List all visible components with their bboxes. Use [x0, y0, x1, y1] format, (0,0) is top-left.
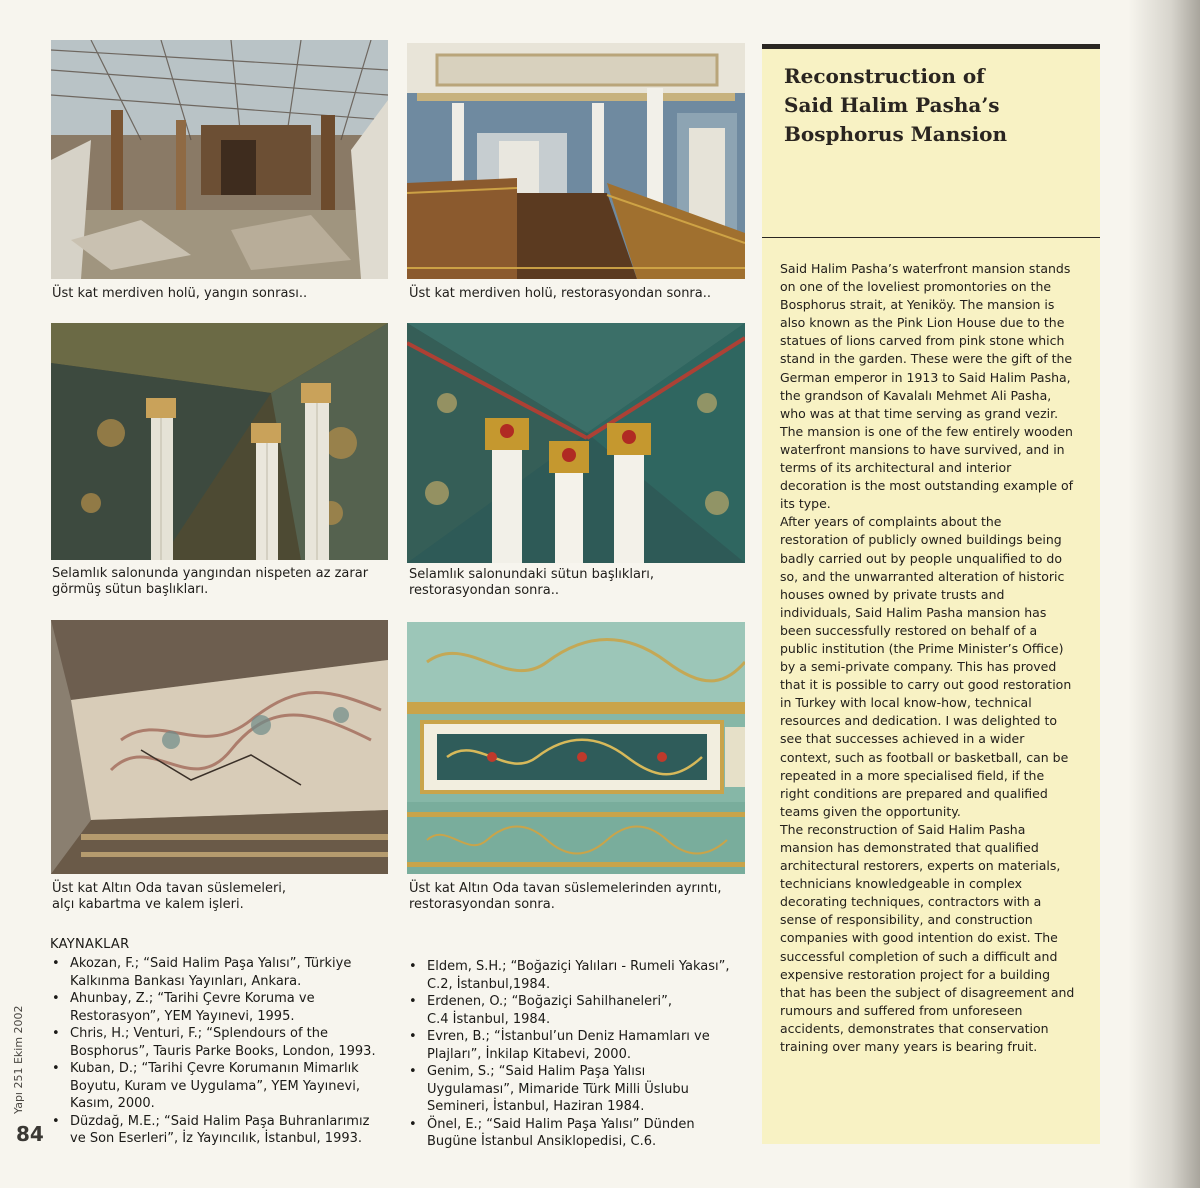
- body-line: technicians knowledgeable in complex: [780, 876, 1023, 892]
- reference-line: • Erdenen, O.; “Boğaziçi Sahilhaneleri”,: [427, 994, 672, 1009]
- body-line: who was at that time serving as grand vezir.: [780, 405, 1059, 421]
- body-line: expensive restoration project for a building: [780, 966, 1051, 982]
- article-title: [784, 62, 1084, 149]
- body-line: successful completion of such a difficult and: [780, 948, 1058, 964]
- caption-photo-4: [409, 567, 654, 599]
- reference-line: C.4 İstanbul, 1984.: [427, 1011, 551, 1027]
- reference-line: Restorasyon”, YEM Yayınevi, 1995.: [70, 1008, 295, 1024]
- reference-line: • Kuban, D.; “Tarihi Çevre Korumanın Mimarlık: [70, 1061, 359, 1076]
- reference-item: [52, 1113, 392, 1148]
- body-line: restoration of publicly owned buildings being: [780, 532, 1062, 548]
- reference-item: [52, 1060, 392, 1113]
- caption-line: alçı kabartma ve kalem işleri.: [52, 897, 244, 912]
- issue-label: Yapı 251 Ekim 2002: [12, 1005, 25, 1114]
- body-line: training over many years is bearing fruit.: [780, 1039, 1038, 1055]
- body-line: also known as the Pink Lion House due to the: [780, 315, 1065, 331]
- body-line: The mansion is one of the few entirely wooden: [780, 423, 1073, 439]
- photo-golden-room-ceiling: [51, 620, 388, 874]
- title-line: Bosphorus Mansion: [784, 122, 1008, 146]
- body-line: that it is possible to carry out good restoration: [780, 677, 1072, 693]
- article-body: [780, 260, 1084, 1056]
- english-summary-panel: [762, 44, 1100, 1144]
- reference-item: [409, 1063, 754, 1116]
- body-line: Said Halim Pasha’s waterfront mansion stands: [780, 261, 1071, 276]
- body-line: public institution (the Prime Minister’s Office): [780, 640, 1064, 656]
- reference-line: Plajları”, İnkilap Kitabevi, 2000.: [427, 1046, 631, 1062]
- body-line: been successfully restored on behalf of a: [780, 622, 1038, 638]
- reference-item: [52, 1025, 392, 1060]
- body-line: German emperor in 1913 to Said Halim Pasha,: [780, 369, 1071, 385]
- reference-line: • Evren, B.; “İstanbul’un Deniz Hamamları ve: [427, 1029, 710, 1044]
- reference-item: [52, 990, 392, 1025]
- reference-line: Bosphorus”, Tauris Parke Books, London, 1993.: [70, 1043, 376, 1059]
- reference-line: Boyutu, Kuram ve Uygulama”, YEM Yayınevi,: [70, 1078, 360, 1094]
- photo-golden-room-detail-restored: [407, 622, 745, 874]
- body-line: the grandson of Kavalalı Mehmet Ali Pasha,: [780, 387, 1052, 403]
- caption-line: Üst kat Altın Oda tavan süslemeleri,: [52, 881, 287, 896]
- caption-line: Selamlık salonundaki sütun başlıkları,: [409, 567, 655, 582]
- reference-line: Semineri, İstanbul, Haziran 1984.: [427, 1099, 645, 1114]
- body-line: on one of the loveliest promontories on the: [780, 279, 1052, 295]
- references-heading: KAYNAKLAR: [50, 937, 130, 952]
- caption-line: Üst kat merdiven holü, yangın sonrası..: [52, 286, 308, 301]
- body-line: mansion has demonstrated that qualified: [780, 840, 1039, 855]
- reference-line: • Genim, S.; “Said Halim Paşa Yalısı: [427, 1064, 646, 1079]
- reference-item: [52, 955, 392, 990]
- body-line: After years of complaints about the: [780, 514, 1002, 530]
- reference-line: • Eldem, S.H.; “Boğaziçi Yalıları - Rumeli Yakası”,: [427, 959, 730, 974]
- body-line: so, and the unwarranted alteration of historic: [780, 568, 1065, 584]
- body-line: rumours and suffered from unforeseen: [780, 1002, 1023, 1018]
- title-line: Said Halim Pasha’s: [784, 93, 1000, 117]
- page-gutter-shadow: [1128, 0, 1200, 1188]
- caption-photo-3: [52, 566, 368, 598]
- reference-item: [409, 1028, 754, 1063]
- body-line: terms of its architectural and interior: [780, 460, 1012, 476]
- reference-item: [409, 958, 754, 993]
- body-line: accidents, demonstrates that conservation: [780, 1020, 1049, 1036]
- reference-item: [409, 993, 754, 1028]
- panel-divider: [762, 237, 1100, 238]
- body-line: repeated in a more specialised field, if the: [780, 767, 1045, 783]
- body-line: decoration is the most outstanding example of: [780, 478, 1074, 494]
- references-list-right: [409, 958, 754, 1151]
- body-line: by a semi-private company. This has proved: [780, 659, 1057, 675]
- page-number: 84: [16, 1122, 44, 1146]
- body-line: Bosphorus strait, at Yeniköy. The mansion is: [780, 297, 1055, 313]
- body-line: stand in the garden. These were the gift of the: [780, 351, 1073, 367]
- caption-line: Üst kat merdiven holü, restorasyondan sonra..: [409, 286, 712, 301]
- title-line: Reconstruction of: [784, 64, 985, 88]
- body-line: decorating techniques, contractors with a: [780, 894, 1042, 910]
- reference-line: • Akozan, F.; “Said Halim Paşa Yalısı”, Türkiye: [70, 956, 352, 971]
- photo-stair-hall-restored: [407, 43, 745, 279]
- body-line: houses owned by private trusts and: [780, 586, 1005, 602]
- reference-line: Kasım, 2000.: [70, 1096, 155, 1111]
- caption-photo-1: [52, 286, 307, 302]
- caption-photo-6: [409, 881, 721, 913]
- caption-line: restorasyondan sonra.: [409, 897, 555, 912]
- caption-photo-5: [52, 881, 286, 913]
- reference-line: Uygulaması”, Mimaride Türk Milli Üslubu: [427, 1081, 689, 1097]
- reference-line: Kalkınma Bankası Yayınları, Ankara.: [70, 973, 302, 989]
- body-line: resources and dedication. I was delighted to: [780, 713, 1058, 729]
- reference-line: • Chris, H.; Venturi, F.; “Splendours of the: [70, 1026, 328, 1041]
- photo-stair-hall-after-fire: [51, 40, 388, 279]
- body-line: The reconstruction of Said Halim Pasha: [780, 821, 1026, 837]
- body-line: its type.: [780, 496, 831, 512]
- photo-column-capitals-damaged: [51, 323, 388, 560]
- photo-column-capitals-restored: [407, 323, 745, 563]
- body-line: badly carried out by people unqualified to do: [780, 550, 1063, 566]
- references-list-left: [52, 955, 392, 1148]
- caption-photo-2: [409, 286, 711, 302]
- body-line: in Turkey with local know-how, technical: [780, 695, 1032, 711]
- panel-top-rule: [762, 44, 1100, 49]
- reference-item: [409, 1116, 754, 1151]
- body-line: companies with good intention do exist. The: [780, 930, 1058, 946]
- reference-line: • Düzdağ, M.E.; “Said Halim Paşa Buhranlarımız: [70, 1113, 370, 1129]
- body-line: teams given the opportunity.: [780, 803, 961, 819]
- caption-line: restorasyondan sonra..: [409, 583, 559, 598]
- reference-line: • Ahunbay, Z.; “Tarihi Çevre Koruma ve: [70, 991, 315, 1006]
- caption-line: görmüş sütun başlıkları.: [52, 582, 209, 597]
- body-line: right conditions are prepared and qualified: [780, 785, 1048, 801]
- caption-line: Selamlık salonunda yangından nispeten az zarar: [52, 566, 369, 581]
- body-line: waterfront mansions to have survived, and in: [780, 441, 1065, 457]
- reference-line: C.2, İstanbul,1984.: [427, 976, 551, 992]
- body-line: architectural restorers, experts on materials,: [780, 858, 1061, 874]
- reference-line: Bugüne İstanbul Ansiklopedisi, C.6.: [427, 1134, 657, 1149]
- body-line: see that successes achieved in a wider: [780, 731, 1025, 747]
- body-line: context, such as football or basketball, can be: [780, 749, 1069, 765]
- body-line: individuals, Said Halim Pasha mansion has: [780, 604, 1047, 620]
- body-line: statues of lions carved from pink stone which: [780, 333, 1065, 349]
- body-line: sense of responsibility, and construction: [780, 912, 1033, 928]
- reference-line: • Önel, E.; “Said Halim Paşa Yalısı” Dünden: [427, 1116, 695, 1132]
- caption-line: Üst kat Altın Oda tavan süslemelerinden ayrıntı,: [409, 881, 722, 896]
- reference-line: ve Son Eserleri”, İz Yayıncılık, İstanbul, 1993.: [70, 1131, 363, 1146]
- body-line: that has been the subject of disagreement and: [780, 984, 1075, 1000]
